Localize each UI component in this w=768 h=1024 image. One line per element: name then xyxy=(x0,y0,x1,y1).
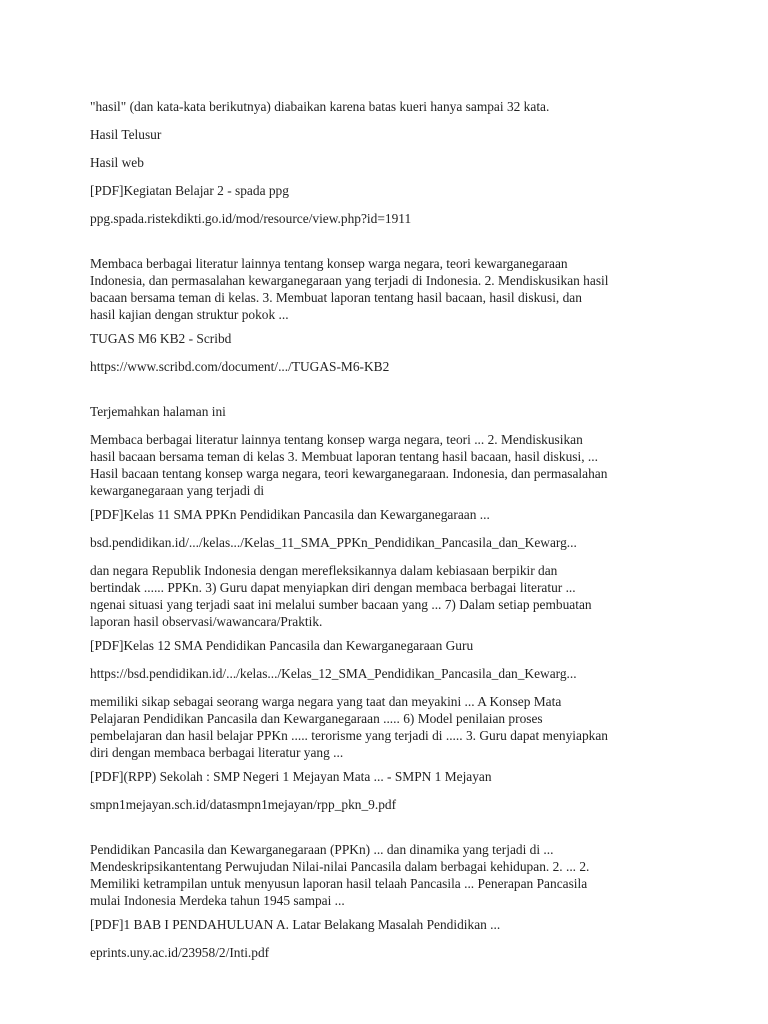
result-url-1[interactable]: ppg.spada.ristekdikti.go.id/mod/resource/view.php?id=1911 xyxy=(90,211,412,226)
snippet-line: Membaca berbagai literatur lainnya tentang konsep warga negara, teori kewarganegaraan xyxy=(90,256,568,271)
snippet-line: hasil bacaan bersama teman di kelas 3. Membuat laporan tentang hasil bacaan, hasil diskusi, ... xyxy=(90,449,598,464)
snippet-line: pembelajaran dan hasil belajar PPKn ..... terorisme yang terjadi di ..... 3. Guru dapat menyiapkan xyxy=(90,728,608,743)
result-snippet-2 xyxy=(90,431,680,499)
result-url-4[interactable]: https://bsd.pendidikan.id/.../kelas.../Kelas_12_SMA_Pendidikan_Pancasila_dan_Kewarg... xyxy=(90,666,577,681)
result-title-1[interactable]: [PDF]Kegiatan Belajar 2 - spada ppg xyxy=(90,183,289,198)
translate-page-link[interactable]: Terjemahkan halaman ini xyxy=(90,404,226,419)
result-title-6[interactable]: [PDF]1 BAB I PENDAHULUAN A. Latar Belakang Masalah Pendidikan ... xyxy=(90,917,501,932)
result-url-2[interactable]: https://www.scribd.com/document/.../TUGAS-M6-KB2 xyxy=(90,359,390,374)
result-title-3[interactable]: [PDF]Kelas 11 SMA PPKn Pendidikan Pancasila dan Kewarganegaraan ... xyxy=(90,507,490,522)
snippet-line: Pendidikan Pancasila dan Kewarganegaraan (PPKn) ... dan dinamika yang terjadi di ... xyxy=(90,842,554,857)
search-results-page xyxy=(90,98,680,972)
result-snippet-5 xyxy=(90,841,680,909)
snippet-line: Hasil bacaan tentang konsep warga negara, teori kewarganegaraan. Indonesia, dan permasalahan xyxy=(90,466,608,481)
result-title-5[interactable]: [PDF](RPP) Sekolah : SMP Negeri 1 Mejayan Mata ... - SMPN 1 Mejayan xyxy=(90,769,492,784)
result-url-6[interactable]: eprints.uny.ac.id/23958/2/Inti.pdf xyxy=(90,945,270,960)
snippet-line: ngenai situasi yang terjadi saat ini melalui sumber bacaan yang ... 7) Dalam setiap pembuatan xyxy=(90,597,592,612)
web-results-heading: Hasil web xyxy=(90,155,144,170)
snippet-line: mulai Indonesia Merdeka tahun 1945 sampai ... xyxy=(90,893,345,908)
result-snippet-4 xyxy=(90,693,680,761)
result-snippet-3 xyxy=(90,562,680,630)
result-url-3[interactable]: bsd.pendidikan.id/.../kelas.../Kelas_11_SMA_PPKn_Pendidikan_Pancasila_dan_Kewarg... xyxy=(90,535,577,550)
snippet-line: Memiliki ketrampilan untuk menyusun laporan hasil telaah Pancasila ... Penerapan Pancasila xyxy=(90,876,588,891)
snippet-line: kewarganegaraan yang terjadi di xyxy=(90,483,265,498)
result-title-4[interactable]: [PDF]Kelas 12 SMA Pendidikan Pancasila dan Kewarganegaraan Guru xyxy=(90,638,474,653)
snippet-line: Mendeskripsikantentang Perwujudan Nilai-nilai Pancasila dalam berbagai kehidupan. 2. ... 2. xyxy=(90,859,590,874)
snippet-line: Pelajaran Pendidikan Pancasila dan Kewarganegaraan ..... 6) Model penilaian proses xyxy=(90,711,543,726)
result-snippet-1 xyxy=(90,255,680,323)
result-url-5[interactable]: smpn1mejayan.sch.id/datasmpn1mejayan/rpp_pkn_9.pdf xyxy=(90,797,397,812)
result-title-2[interactable]: TUGAS M6 KB2 - Scribd xyxy=(90,331,232,346)
snippet-line: memiliki sikap sebagai seorang warga negara yang taat dan meyakini ... A Konsep Mata xyxy=(90,694,562,709)
snippet-line: Membaca berbagai literatur lainnya tentang konsep warga negara, teori ... 2. Mendiskusikan xyxy=(90,432,583,447)
snippet-line: diri dengan membaca berbagai literatur yang ... xyxy=(90,745,344,760)
snippet-line: dan negara Republik Indonesia dengan merefleksikannya dalam kebiasaan berpikir dan xyxy=(90,563,558,578)
snippet-line: bertindak ...... PPKn. 3) Guru dapat menyiapkan diri dengan membaca berbagai literatur ... xyxy=(90,580,576,595)
query-limit-notice: "hasil" (dan kata-kata berikutnya) diabaikan karena batas kueri hanya sampai 32 kata. xyxy=(90,99,550,114)
snippet-line: hasil kajian dengan struktur pokok ... xyxy=(90,307,289,322)
snippet-line: Indonesia, dan permasalahan kewarganegaraan yang terjadi di Indonesia. 2. Mendiskusikan hasil xyxy=(90,273,609,288)
snippet-line: laporan hasil observasi/wawancara/Praktik. xyxy=(90,614,323,629)
results-heading: Hasil Telusur xyxy=(90,127,162,142)
snippet-line: bacaan bersama teman di kelas. 3. Membuat laporan tentang hasil bacaan, hasil diskusi, dan xyxy=(90,290,582,305)
